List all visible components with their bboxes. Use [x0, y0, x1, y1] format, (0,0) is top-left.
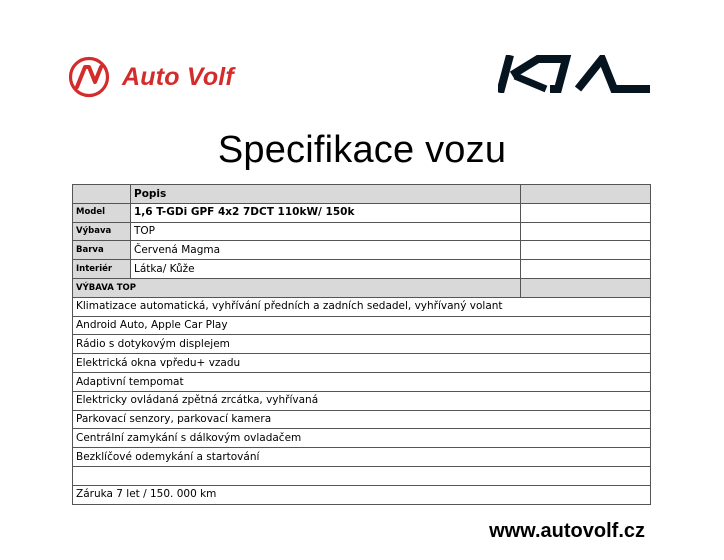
av-circle-logo-icon: [68, 56, 110, 98]
feature-item: Elektricky ovládaná zpětná zrcátka, vyhřívaná: [73, 391, 651, 410]
header-empty-cell: [73, 185, 131, 204]
table-header-row: [73, 185, 651, 204]
header-popis: Popis: [131, 185, 521, 204]
row-value: Látka/ Kůže: [131, 260, 521, 279]
feature-item: [73, 466, 651, 485]
table-row: [73, 260, 651, 279]
section-row: [73, 278, 651, 297]
kia-logo-icon: [498, 55, 654, 98]
feature-row: [73, 354, 651, 373]
row-empty-cell: [521, 222, 651, 241]
table-row: [73, 203, 651, 222]
row-label: Model: [73, 203, 131, 222]
feature-row: [73, 448, 651, 467]
row-value: TOP: [131, 222, 521, 241]
feature-item: Elektrická okna vpředu+ vzadu: [73, 354, 651, 373]
row-label: Barva: [73, 241, 131, 260]
page-title: Specifikace vozu: [217, 129, 507, 171]
feature-item: Rádio s dotykovým displejem: [73, 335, 651, 354]
section-empty-cell: [521, 278, 651, 297]
feature-row: [73, 429, 651, 448]
feature-item: Parkovací senzory, parkovací kamera: [73, 410, 651, 429]
table-row: [73, 222, 651, 241]
row-label: Výbava: [73, 222, 131, 241]
spec-table: [72, 184, 651, 505]
feature-item: Centrální zamykání s dálkovým ovladačem: [73, 429, 651, 448]
section-title: VÝBAVA TOP: [73, 278, 521, 297]
row-empty-cell: [521, 241, 651, 260]
row-empty-cell: [521, 260, 651, 279]
row-empty-cell: [521, 203, 651, 222]
header-empty-cell: [521, 185, 651, 204]
dealer-logo: [68, 56, 234, 98]
feature-item: Bezklíčové odemykání a startování: [73, 448, 651, 467]
feature-item: Adaptivní tempomat: [73, 372, 651, 391]
feature-row: [73, 466, 651, 485]
table-row: [73, 241, 651, 260]
feature-row: [73, 297, 651, 316]
row-value: 1,6 T-GDi GPF 4x2 7DCT 110kW/ 150k: [131, 203, 521, 222]
feature-item: Záruka 7 let / 150. 000 km: [73, 485, 651, 504]
feature-row: [73, 410, 651, 429]
feature-row: [73, 372, 651, 391]
row-value: Červená Magma: [131, 241, 521, 260]
feature-row: [73, 485, 651, 504]
dealer-name: Auto Volf: [122, 62, 234, 91]
row-label: Interiér: [73, 260, 131, 279]
website-url: www.autovolf.cz: [489, 520, 645, 542]
feature-item: Klimatizace automatická, vyhřívání předních a zadních sedadel, vyhřívaný volant: [73, 297, 651, 316]
feature-item: Android Auto, Apple Car Play: [73, 316, 651, 335]
feature-row: [73, 335, 651, 354]
feature-row: [73, 316, 651, 335]
feature-row: [73, 391, 651, 410]
